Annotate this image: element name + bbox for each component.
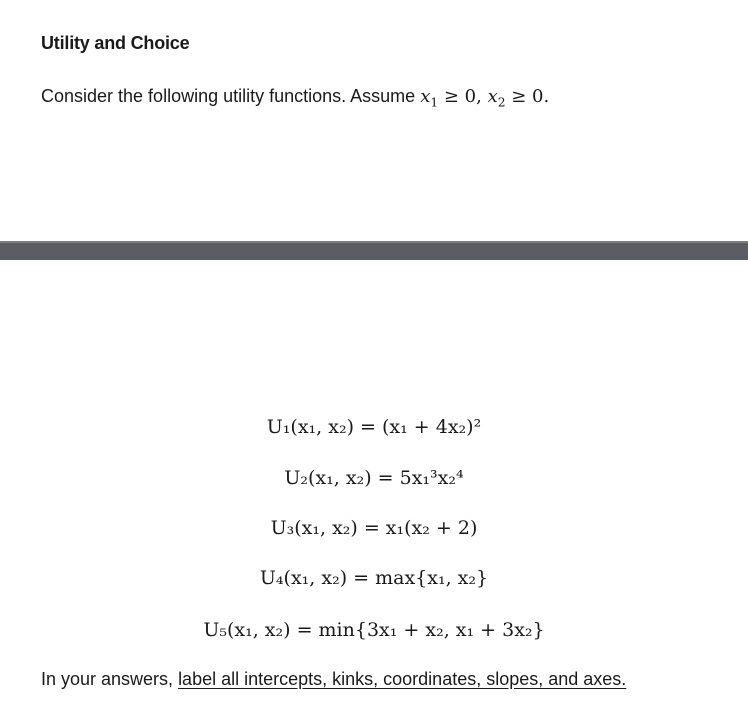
condition-x1-sub: 1	[430, 95, 439, 110]
intro-sentence	[41, 86, 550, 110]
condition-x2-relation: ≥ 0.	[505, 86, 550, 107]
equation-u1: U₁(x₁, x₂) = (x₁ + 4x₂)²	[266, 416, 482, 438]
answers-underlined-requirement: label all intercepts, kinks, coordinates, slopes, and axes.	[178, 669, 627, 689]
equation-u5: U₅(x₁, x₂) = min{3x₁ + x₂, x₁ + 3x₂}	[203, 619, 545, 641]
answers-instruction	[41, 669, 626, 690]
condition-x2-sub: 2	[497, 95, 506, 110]
condition-x1-var: x	[420, 86, 431, 107]
condition-x1-relation: ≥ 0,	[438, 86, 488, 107]
equation-u2: U₂(x₁, x₂) = 5x₁³x₂⁴	[284, 467, 464, 489]
condition-x2-var: x	[487, 86, 498, 107]
section-heading: Utility and Choice	[41, 33, 190, 53]
page-divider-bar	[0, 241, 748, 260]
intro-text: Consider the following utility functions. Assume	[41, 86, 421, 106]
equation-u4: U₄(x₁, x₂) = max{x₁, x₂}	[259, 567, 489, 589]
answers-prefix: In your answers,	[41, 669, 179, 689]
equation-u3: U₃(x₁, x₂) = x₁(x₂ + 2)	[270, 517, 478, 539]
